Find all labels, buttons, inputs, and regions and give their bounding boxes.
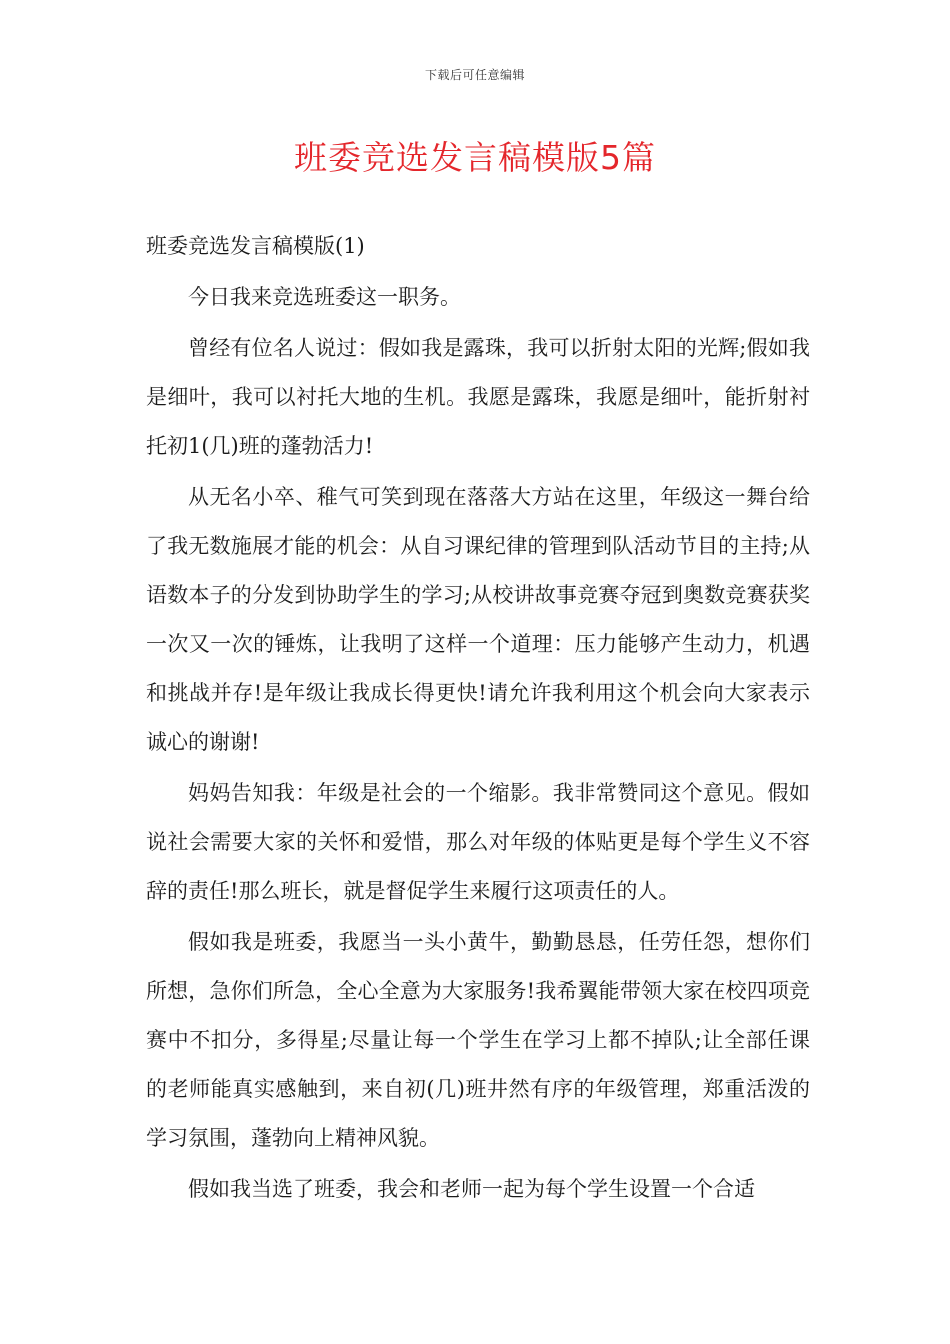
document-title: 班委竞选发言稿模版5篇 (294, 138, 656, 177)
paragraph-4: 妈妈告知我：年级是社会的一个缩影。我非常赞同这个意见。假如说社会需要大家的关怀和爱惜，那么对年级的体贴更是每个学生义不容辞的责任!那么班长，就是督促学生来履行这项责任的人。 (146, 781, 810, 903)
paragraph-3: 从无名小卒、稚气可笑到现在落落大方站在这里，年级这一舞台给了我无数施展才能的机会：从自习课纪律的管理到队活动节目的主持;从语数本子的分发到协助学生的学习;从校讲故事竞赛夺冠到奥数竞赛获奖一次又一次的锤炼，让我明了这样一个道理：压力能够产生动力，机遇和挑战并存!是年级让我成长得更快!请允许我利用这个机会向大家表示诚心的谢谢! (146, 485, 810, 754)
document-body (146, 222, 810, 1214)
paragraph-1: 今日我来竞选班委这一职务。 (188, 285, 461, 309)
paragraph-6: 假如我当选了班委，我会和老师一起为每个学生设置一个合适 (188, 1177, 755, 1201)
header-note: 下载后可任意编辑 (424, 68, 525, 82)
section-heading: 班委竞选发言稿模版(1) (146, 234, 365, 258)
paragraph-2: 曾经有位名人说过：假如我是露珠，我可以折射太阳的光辉;假如我是细叶，我可以衬托大地的生机。我愿是露珠，我愿是细叶，能折射衬托初1(几)班的蓬勃活力! (146, 336, 810, 458)
paragraph-5: 假如我是班委，我愿当一头小黄牛，勤勤恳恳，任劳任怨，想你们所想，急你们所急，全心全意为大家服务!我希翼能带领大家在校四项竞赛中不扣分，多得星;尽量让每一个学生在学习上都不掉队;让全部任课的老师能真实感触到，来自初(几)班井然有序的年级管理，郑重活泼的学习氛围，蓬勃向上精神风貌。 (146, 930, 810, 1150)
